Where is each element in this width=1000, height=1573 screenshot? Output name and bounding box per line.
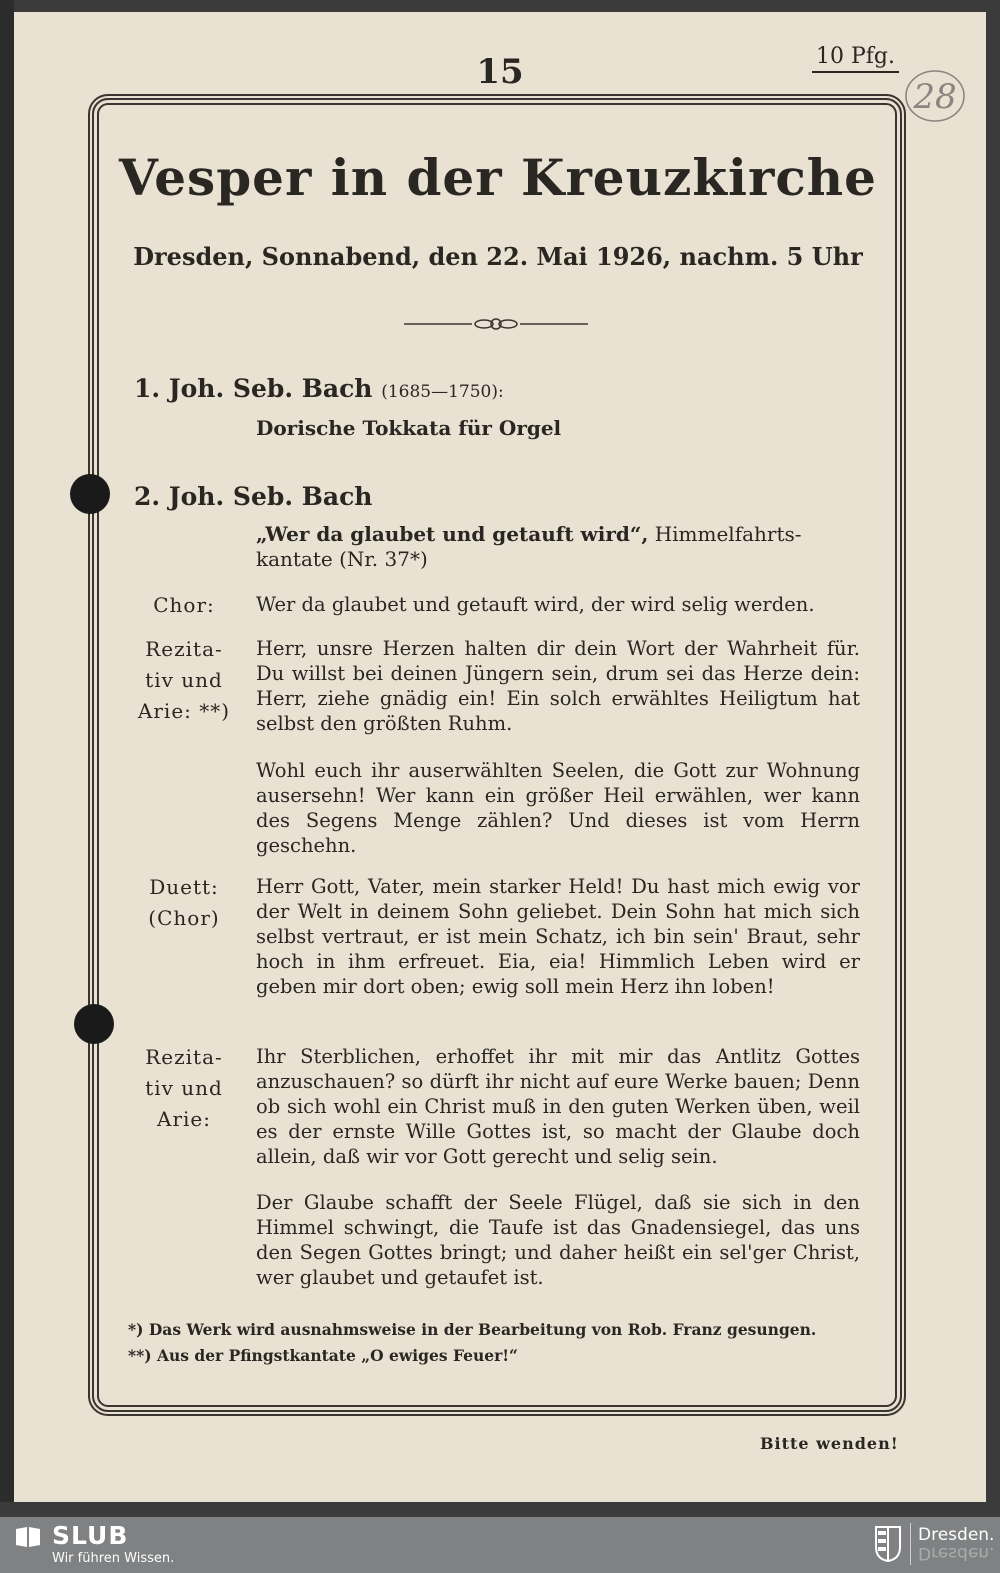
library-footer-bar (0, 1517, 1000, 1573)
work-designation: Himmelfahrts-kantate (Nr. 37*) (256, 522, 802, 571)
footnote-2: **) Aus der Pfingstkantate „O ewiges Feuer!“ (128, 1346, 518, 1365)
turn-page-note: Bitte wenden! (760, 1434, 899, 1453)
section-label-rezitativ-1: Rezita- tiv und Arie: **) (137, 637, 231, 723)
library-tagline: Wir führen Wissen. (52, 1551, 175, 1566)
section-text-duett: Herr Gott, Vater, mein starker Held! Du hast mich ewig vor der Welt in deinem Sohn geliebet. Dein Sohn hat mich sich selbst vertraut, er ist mein Schatz, ich bin sein' Braut, sehr hoch in ihm erfreuet. Eia, eia! Himmlich Leben wird er geben mir dort oben; ewig soll mein Herz ihn loben! (256, 875, 860, 998)
section-text-rezitativ-2: Ihr Sterblichen, erhoffet ihr mit mir das Antlitz Gottes anzuschauen? so dürft ihr nicht auf eure Werke bauen; Denn ob sich wohl ein Christ muß in den guten Werken üben, weil es der ernste Wille Gottes ist, so macht der Glaube doch allein, daß wir vor Gott gerecht und selig sein. (256, 1045, 860, 1168)
scan-left-edge (0, 0, 14, 1502)
page-title: Vesper in der Kreuzkirche (119, 148, 877, 207)
program-item-2-heading: 2. Joh. Seb. Bach (134, 482, 373, 511)
program-item-1-heading (134, 374, 504, 403)
book-icon (14, 1525, 42, 1549)
handwritten-number (904, 68, 966, 124)
library-logo[interactable]: SLUB (52, 1521, 129, 1550)
section-text-arie-1: Wohl euch ihr auserwählten Seelen, die Gott zur Wohnung ausersehn! Wer kann ein größer Heil erwählen, wer kann des Segens Menge zählen? Und dieses ist vom Herrn geschehn. (256, 759, 860, 857)
work-title: „Wer da glaubet und getauft wird“, (256, 522, 649, 546)
composer-dates: (1685—1750): (381, 382, 504, 402)
city-coat-of-arms-icon (874, 1525, 902, 1563)
event-date-line: Dresden, Sonnabend, den 22. Mai 1926, nachm. 5 Uhr (133, 242, 863, 271)
ornament-divider (402, 316, 590, 332)
program-item-2-work (256, 522, 860, 572)
city-logo-text[interactable]: Dresden. (918, 1525, 995, 1545)
city-logo-reflection: Dresden. (918, 1543, 995, 1563)
section-text-rezitativ-1: Herr, unsre Herzen halten dir dein Wort der Wahrheit für. Du willst bei deinen Jüngern sein, drum sei das Herze dein: Herr, ziehe gnädig ein! Ein solch erwähltes Heiligtum hat selbst den größten Ruhm. (256, 637, 860, 735)
svg-text:28: 28 (913, 77, 957, 117)
section-label-chor: Chor: (153, 593, 215, 617)
composer-name: 1. Joh. Seb. Bach (134, 374, 373, 403)
page-number: 15 (476, 52, 524, 92)
footnote-1: *) Das Werk wird ausnahmsweise in der Bearbeitung von Rob. Franz gesungen. (128, 1320, 817, 1339)
punch-hole-upper (70, 474, 110, 514)
section-label-duett: Duett: (Chor) (148, 875, 220, 930)
punch-hole-lower (74, 1004, 114, 1044)
section-label-rezitativ-2: Rezita- tiv und Arie: (145, 1045, 223, 1131)
section-text-chor: Wer da glaubet und getauft wird, der wird selig werden. (256, 593, 815, 616)
section-text-arie-2: Der Glaube schafft der Seele Flügel, daß sie sich in den Himmel schwingt, die Taufe ist das Gnadensiegel, das uns den Segen Gottes bringt; und daher heißt ein sel'ger Christ, wer glaubet und getaufet ist. (256, 1191, 860, 1289)
price-label: 10 Pfg. (812, 44, 899, 73)
footer-separator (910, 1523, 911, 1565)
program-item-1-work: Dorische Tokkata für Orgel (256, 416, 562, 440)
